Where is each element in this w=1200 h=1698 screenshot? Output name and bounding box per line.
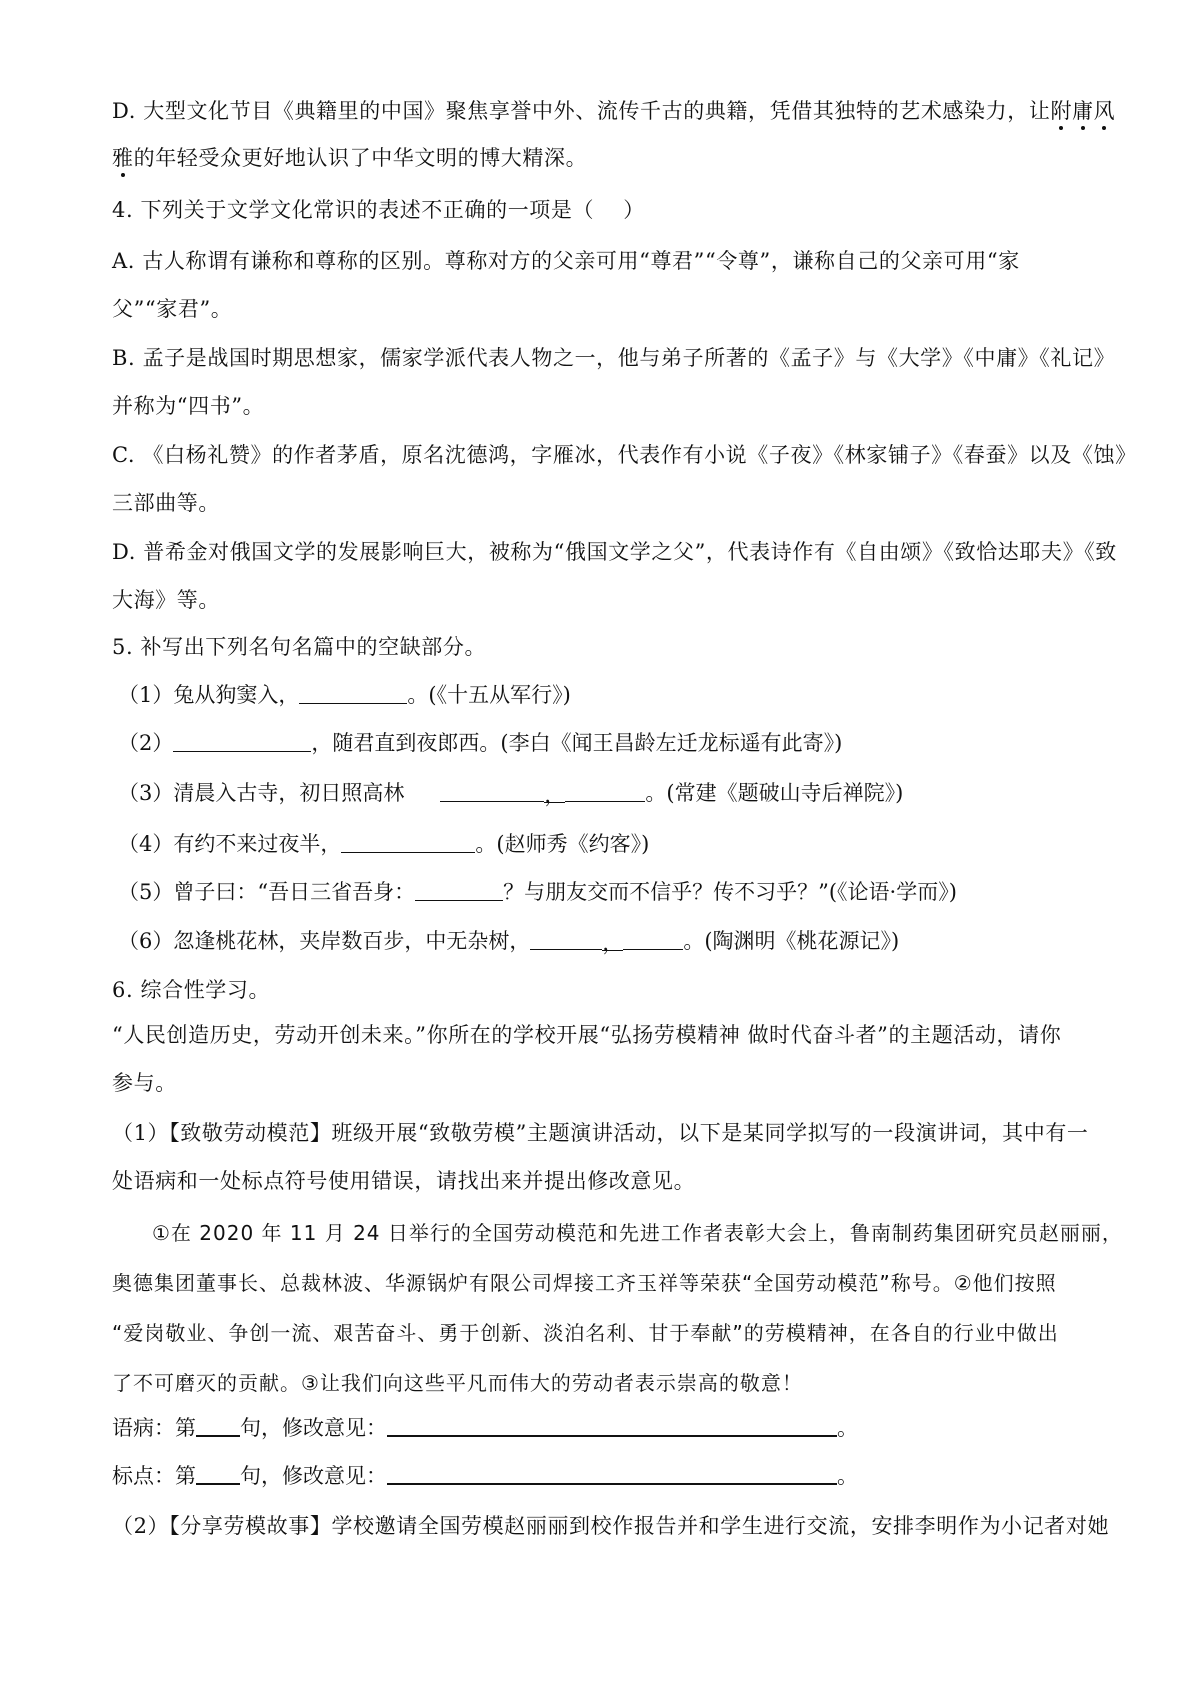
q4-option-b-line1: B. 孟子是战国时期思想家，儒家学派代表人物之一，他与弟子所著的《孟子》与《大学》《中庸》《礼记》 xyxy=(112,346,1116,370)
answer-blank[interactable] xyxy=(173,729,311,752)
q4-stem: 4. 下列关于文学文化常识的表述不正确的一项是（ ） xyxy=(112,198,645,222)
answer-grammar-line: 语病：第 句，修改意见： 。 xyxy=(112,1413,858,1443)
q4-option-d-line1: D. 普希金对俄国文学的发展影响巨大，被称为“俄国文学之父”，代表诗作有《自由颂》《致恰达耶夫》《致 xyxy=(112,540,1117,564)
blank-comma: ， xyxy=(544,780,565,803)
answer-blank[interactable] xyxy=(299,681,407,704)
answer-blank[interactable] xyxy=(623,927,683,950)
q5-item-5: （5）曾子曰：“吾日三省吾身： ？与朋友交而不信乎？传不习乎？”(《论语·学而》) xyxy=(118,880,957,904)
speech-line2: 奥德集团董事长、总裁林波、华源锅炉有限公司焊接工齐玉祥等荣获“全国劳动模范”称号。②他们按照 xyxy=(112,1271,1057,1295)
q6-part1-line1: （1）【致敬劳动模范】班级开展“致敬劳模”主题演讲活动，以下是某同学拟写的一段演讲词，其中有一 xyxy=(112,1121,1089,1145)
q4-option-c-line2: 三部曲等。 xyxy=(112,491,220,515)
q6-part1-line2: 处语病和一处标点符号使用错误，请找出来并提出修改意见。 xyxy=(112,1169,696,1193)
answer-punctuation-line: 标点：第 句，修改意见： 。 xyxy=(112,1461,858,1491)
answer-blank[interactable] xyxy=(565,779,645,802)
q6-intro-line1: “人民创造历史，劳动开创未来。”你所在的学校开展“弘扬劳模精神 做时代奋斗者”的主题活动，请你 xyxy=(112,1023,1062,1047)
sentence-number-blank[interactable] xyxy=(196,1413,240,1437)
q6-intro-line2: 参与。 xyxy=(112,1071,177,1095)
speech-line1: ①在 2020 年 11 月 24 日举行的全国劳动模范和先进工作者表彰大会上，鲁南制药集团研究员赵丽丽， xyxy=(152,1221,1123,1245)
q3-option-d-line2: 雅的年轻受众更好地认识了中华文明的博大精深。 xyxy=(112,146,588,170)
answer-blank[interactable] xyxy=(415,878,503,901)
q5-item-2: （2） ，随君直到夜郎西。(李白《闻王昌龄左迁龙标遥有此寄》) xyxy=(118,731,843,755)
q5-stem: 5. 补写出下列名句名篇中的空缺部分。 xyxy=(112,635,487,659)
q4-option-b-line2: 并称为“四书”。 xyxy=(112,394,265,418)
q4-option-a-line1: A. 古人称谓有谦称和尊称的区别。尊称对方的父亲可用“尊君”“令尊”，谦称自己的父亲可用“家 xyxy=(112,249,1020,273)
dotted-char: 庸 xyxy=(1072,99,1094,123)
q4-option-a-line2: 父”“家君”。 xyxy=(112,297,233,321)
dotted-char: 风 xyxy=(1093,99,1116,123)
q5-item-1: （1）兔从狗窦入， 。(《十五从军行》) xyxy=(118,683,571,707)
q5-item-6: （6）忽逢桃花林，夹岸数百步，中无杂树， ， 。(陶渊明《桃花源记》) xyxy=(118,929,900,955)
answer-blank[interactable] xyxy=(341,830,475,853)
q6-stem: 6. 综合性学习。 xyxy=(112,978,271,1002)
q5-item-4: （4）有约不来过夜半， 。(赵师秀《约客》) xyxy=(118,832,650,856)
sentence-number-blank[interactable] xyxy=(196,1461,240,1485)
speech-line3: “爱岗敬业、争创一流、艰苦奋斗、勇于创新、淡泊名利、甘于奉献”的劳模精神，在各自的行业中做出 xyxy=(112,1321,1059,1345)
speech-line4: 了不可磨灭的贡献。③让我们向这些平凡而伟大的劳动者表示崇高的敬意！ xyxy=(112,1371,803,1395)
q3-option-d-line1: D. 大型文化节目《典籍里的中国》聚焦享誉中外、流传千古的典籍，凭借其独特的艺术感染力，让附庸风 xyxy=(112,99,1116,123)
blank-comma: ， xyxy=(602,928,623,951)
q4-option-d-line2: 大海》等。 xyxy=(112,588,220,612)
dotted-char: 附 xyxy=(1050,99,1073,123)
dotted-char: 雅 xyxy=(112,146,134,170)
q4-option-c-line1: C. 《白杨礼赞》的作者茅盾，原名沈德鸿，字雁冰，代表作有小说《子夜》《林家铺子》《春蚕》以及《蚀》 xyxy=(112,443,1137,467)
revision-blank[interactable] xyxy=(387,1413,837,1437)
q5-item-3: （3）清晨入古寺，初日照高林 ， 。(常建《题破山寺后禅院》) xyxy=(118,781,904,807)
revision-blank[interactable] xyxy=(387,1461,837,1485)
answer-blank[interactable] xyxy=(530,927,602,950)
q6-part2-line1: （2）【分享劳模故事】学校邀请全国劳模赵丽丽到校作报告并和学生进行交流，安排李明作为小记者对她 xyxy=(112,1514,1110,1538)
answer-blank[interactable] xyxy=(440,779,544,802)
